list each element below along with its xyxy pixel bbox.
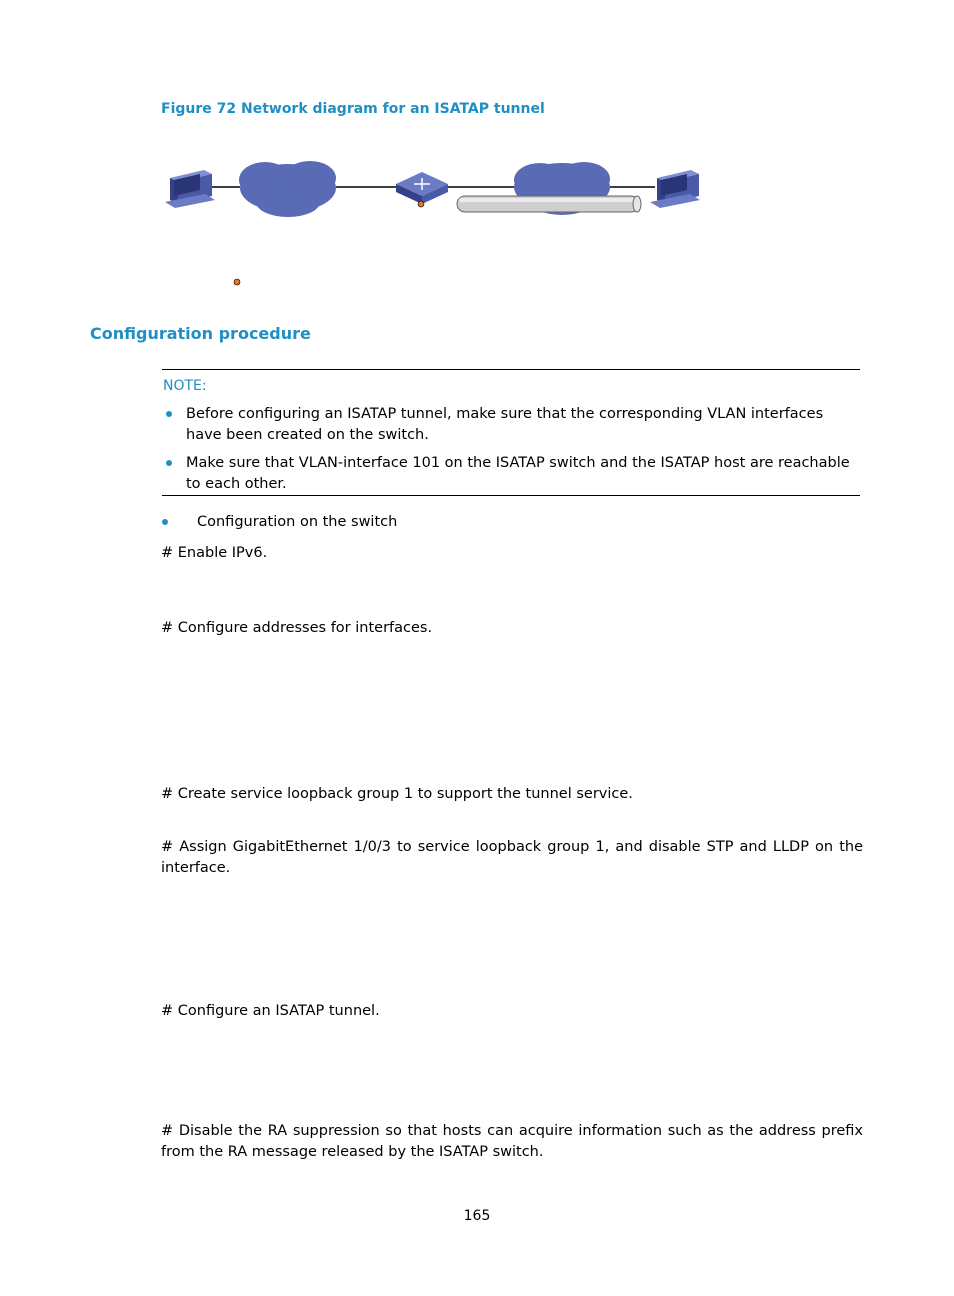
page-number: 165 [463,1208,491,1224]
pc-icon [165,170,215,208]
pc-icon [650,170,700,208]
cloud-icon [239,161,336,217]
network-diagram [160,150,720,295]
step-create-loopback: # Create service loopback group 1 to support the tunnel service. [161,786,633,802]
note-item: Before configuring an ISATAP tunnel, make sure that the corresponding VLAN interfaces have been created on the switch. [186,406,824,443]
bullet-icon [162,519,168,525]
step-switch-config: Configuration on the switch [197,514,398,530]
note-bottom-rule [162,495,860,496]
section-heading: Configuration procedure [90,324,311,343]
step-configure-tunnel: # Configure an ISATAP tunnel. [161,1003,380,1019]
interface-dot-icon [418,201,424,207]
note-label: NOTE: [163,378,207,394]
figure-caption: Figure 72 Network diagram for an ISATAP tunnel [161,101,545,117]
note-top-rule [162,369,860,370]
bullet-icon [166,460,172,466]
step-enable-ipv6: # Enable IPv6. [161,545,268,561]
step-disable-ra: # Disable the RA suppression so that hosts can acquire information such as the address prefix from the RA message released by the ISATAP switch. [161,1123,863,1160]
step-assign-interface: # Assign GigabitEthernet 1/0/3 to service loopback group 1, and disable STP and LLDP on the interface. [161,839,863,876]
note-item: Make sure that VLAN-interface 101 on the ISATAP switch and the ISATAP host are reachable to each other. [186,455,850,492]
tunnel-icon [457,196,641,212]
bullet-icon [166,411,172,417]
switch-icon [396,172,448,207]
interface-dot-icon [234,279,240,285]
step-configure-addresses: # Configure addresses for interfaces. [161,620,433,636]
